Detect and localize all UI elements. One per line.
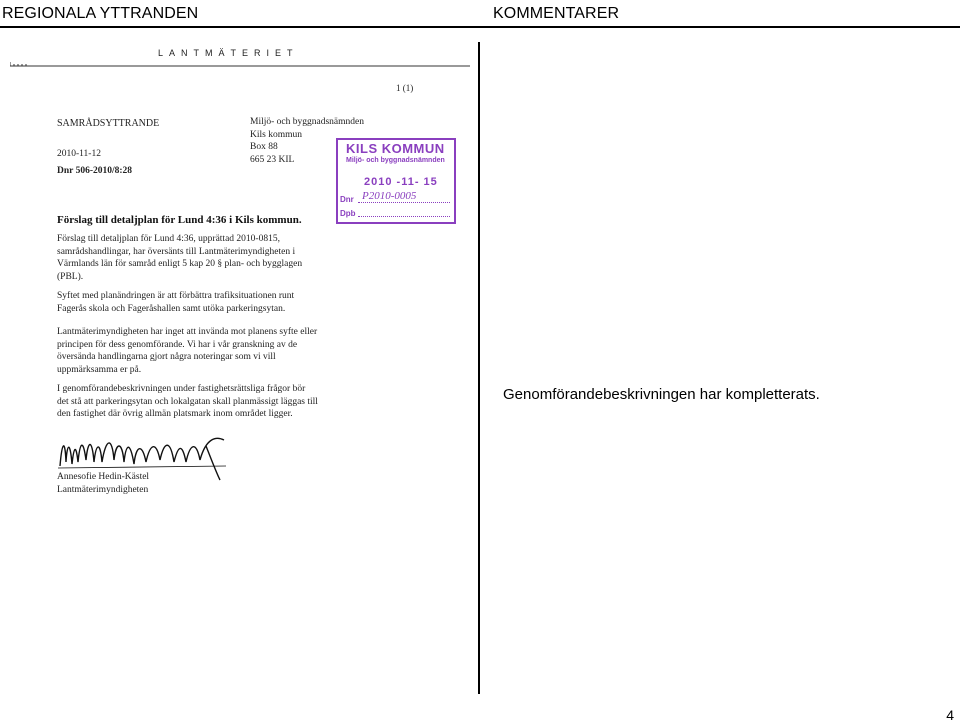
header-rule (0, 26, 960, 28)
stamp-dept: Miljö- och byggnadsnämnden (346, 157, 445, 164)
letter-heading: Förslag till detaljplan för Lund 4:36 i Kils kommun. (57, 214, 302, 226)
signer-name: Annesofie Hedin-Kästel (57, 472, 150, 482)
page-number: 4 (946, 707, 954, 723)
recipient-line: Kils kommun (250, 129, 302, 140)
stamp-dnr-value: P2010-0005 (362, 190, 417, 202)
text-line: Värmlands län för samråd enligt 5 kap 20 § plan- och bygglagen (57, 259, 303, 269)
letterhead-rule (10, 60, 470, 68)
letter-date: 2010-11-12 (57, 149, 101, 159)
received-stamp (336, 138, 456, 224)
header-left-title: REGIONALA YTTRANDEN (2, 5, 199, 22)
letterhead-logo: LANTMÄTERIET (158, 48, 299, 58)
text-line: samrådshandlingar, har översänts till Lantmäterimyndigheten i (57, 246, 296, 257)
page-reference: 1 (1) (396, 83, 414, 93)
paragraph-3 (57, 326, 317, 376)
paragraph-1 (57, 233, 302, 283)
text-line: Förslag till detaljplan för Lund 4:36, upprättad 2010-0815, (57, 234, 280, 244)
stamp-dotted-line (358, 202, 450, 203)
comment-text: Genomförandebeskrivningen har kompletterats. (503, 386, 820, 403)
text-line: Syftet med planändringen är att förbättra trafiksituationen runt (57, 291, 295, 301)
recipient-line: Box 88 (250, 142, 278, 152)
text-line: det stå att parkeringsytan och lokalgatan skall planmässigt läggas till (57, 396, 318, 407)
signer-block (57, 471, 149, 496)
signer-org: Lantmäterimyndigheten (57, 484, 149, 495)
scanned-letter (0, 40, 475, 510)
text-line: I genomförandebeskrivningen under fastighetsrättsliga frågor bör (57, 384, 306, 394)
stamp-dotted-line (358, 216, 450, 217)
stamp-org: KILS KOMMUN (346, 141, 445, 156)
text-line: den fastighet där övrig allmän platsmark inom området ligger. (57, 409, 293, 419)
header-right-title: KOMMENTARER (493, 5, 620, 22)
text-line: översända handlingarna gjort några noteringar som vi vill (57, 352, 276, 362)
text-line: Lantmäterimyndigheten har inget att invända mot planens syfte eller (57, 327, 318, 337)
column-divider (478, 42, 480, 694)
text-line: uppmärksamma er på. (57, 364, 142, 375)
paragraph-4 (57, 383, 318, 421)
recipient-line: 665 23 KIL (250, 154, 295, 165)
stamp-date: 2010 -11- 15 (364, 176, 438, 188)
text-line: principen för dess genomförande. Vi har i vår granskning av de (57, 339, 298, 350)
document-type: SAMRÅDSYTTRANDE (57, 118, 160, 129)
recipient-line: Miljö- och byggnadsnämnden (250, 117, 364, 127)
text-line: (PBL). (57, 271, 84, 282)
stamp-dpb-label: Dpb (340, 209, 356, 218)
letter-dnr: Dnr 506-2010/8:28 (57, 166, 133, 176)
paragraph-2 (57, 290, 294, 315)
text-line: Fagerås skola och Fageråshallen samt utöka parkeringsytan. (57, 303, 286, 314)
stamp-dnr-label: Dnr (340, 195, 354, 204)
